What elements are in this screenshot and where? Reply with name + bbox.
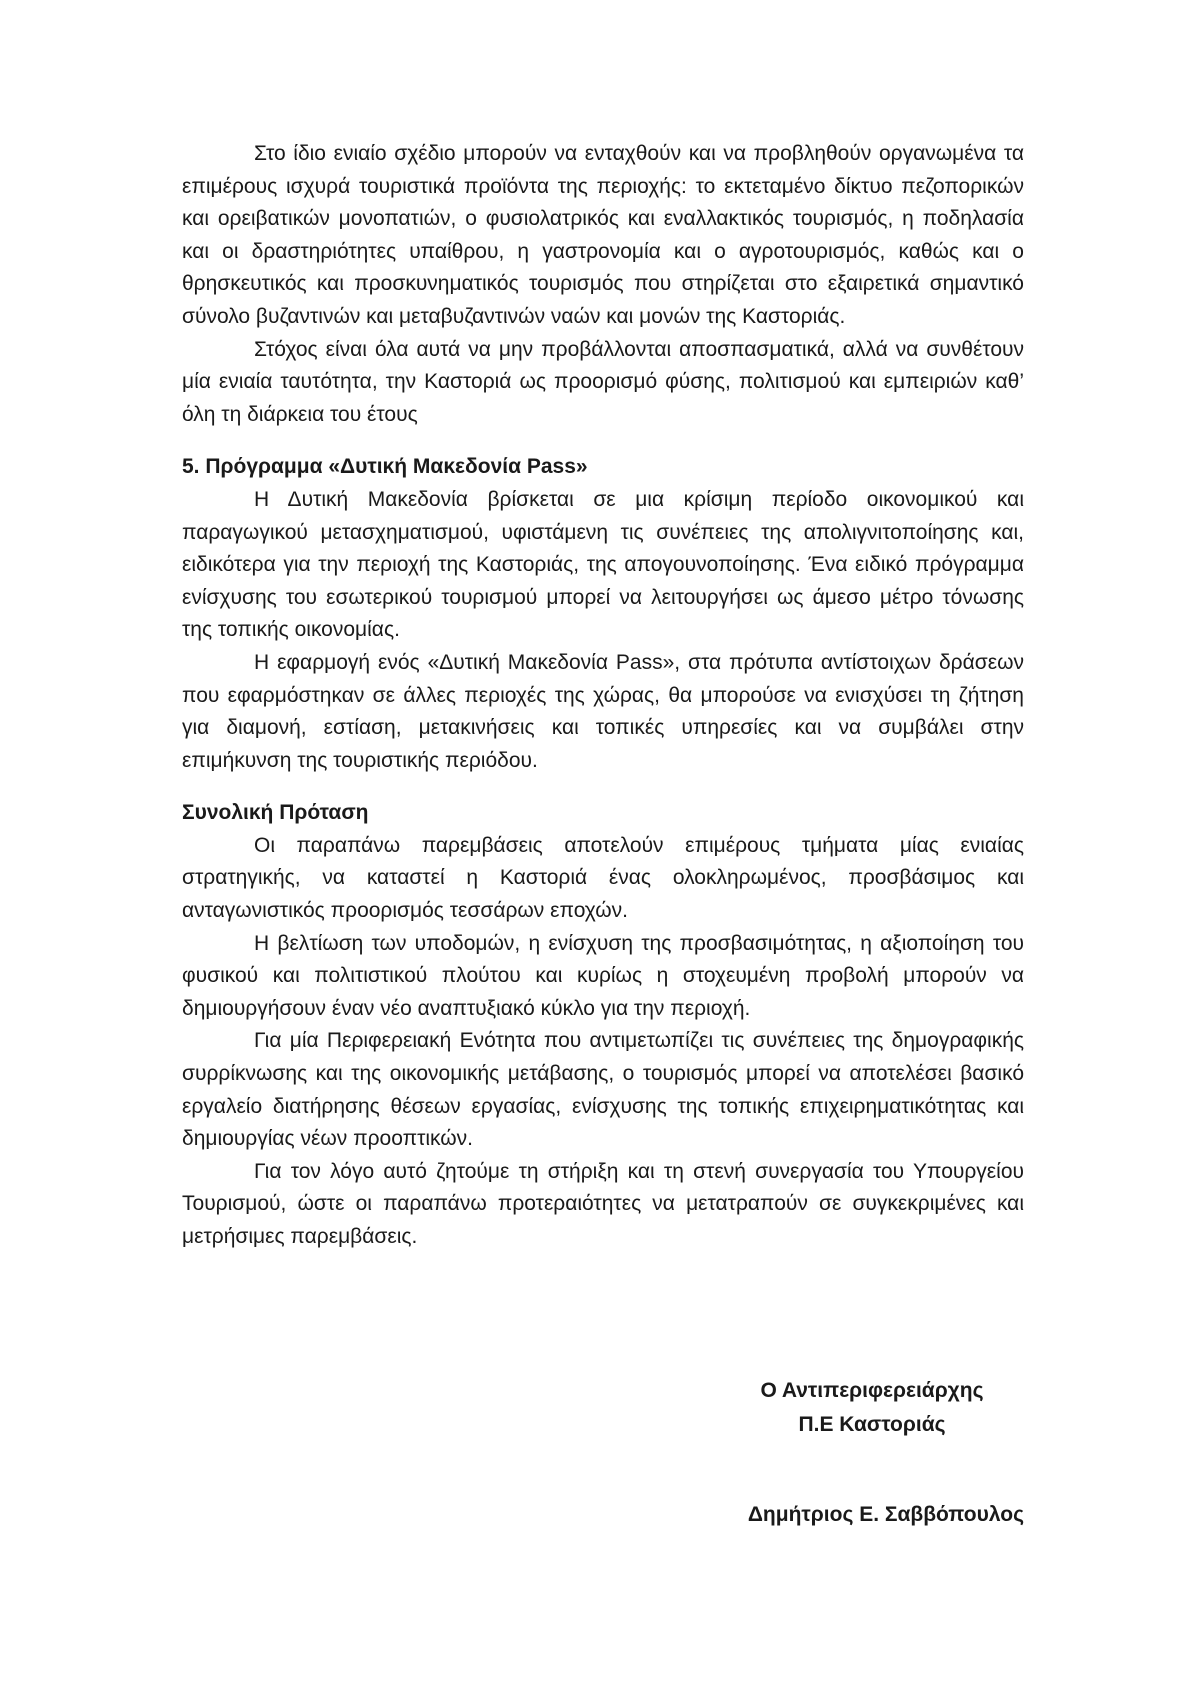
body-paragraph: Για μία Περιφερειακή Ενότητα που αντιμετωπίζει τις συνέπειες της δημογραφικής συρρίκνωσης και της οικονομικής μετάβασης, ο τουρισμός μπορεί να αποτελέσει βασικό εργαλείο διατήρησης θέσεων εργασίας, ενίσχυσης της τοπικής επιχειρηματικότητας και δημιουργίας νέων προοπτικών. bbox=[182, 1029, 1024, 1151]
document-body bbox=[182, 138, 1024, 1254]
section-heading: Συνολική Πρόταση bbox=[182, 801, 369, 825]
body-paragraph: Η εφαρμογή ενός «Δυτική Μακεδονία Pass», στα πρότυπα αντίστοιχων δράσεων που εφαρμόστηκαν σε άλλες περιοχές της χώρας, θα μπορούσε να ενισχύσει τη ζήτηση για διαμονή, εστίαση, μετακινήσεις και τοπικές υπηρεσίες και να συμβάλει στην επιμήκυνση της τουριστικής περιόδου. bbox=[182, 650, 1024, 772]
body-paragraph: Για τον λόγο αυτό ζητούμε τη στήριξη και τη στενή συνεργασία του Υπουργείου Τουρισμού, ώστε οι παραπάνω προτεραιότητες να μετατραπούν σε συγκεκριμένες και μετρήσιμες παρεμβάσεις. bbox=[182, 1159, 1024, 1248]
signatory-unit: Π.Ε Καστοριάς bbox=[798, 1413, 946, 1436]
body-paragraph: Στο ίδιο ενιαίο σχέδιο μπορούν να ενταχθούν και να προβληθούν οργανωμένα τα επιμέρους ισχυρά τουριστικά προϊόντα της περιοχής: το εκτεταμένο δίκτυο πεζοπορικών και ορειβατικών μονοπατιών, ο φυσιολατρικός και εναλλακτικός τουρισμός, η ποδηλασία και οι δραστηριότητες υπαίθρου, η γαστρονομία και ο αγροτουρισμός, καθώς και ο θρησκευτικός και προσκυνηματικός τουρισμός που στηρίζεται στο εξαιρετικά σημαντικό σύνολο βυζαντινών και μεταβυζαντινών ναών και μονών της Καστοριάς. bbox=[182, 142, 1024, 328]
body-paragraph: Οι παραπάνω παρεμβάσεις αποτελούν επιμέρους τμήματα μίας ενιαίας στρατηγικής, να καταστεί η Καστοριά ένας ολοκληρωμένος, προσβάσιμος και ανταγωνιστικός προορισμός τεσσάρων εποχών. bbox=[182, 833, 1024, 923]
signature-block bbox=[624, 1374, 1024, 1532]
section-heading: 5. Πρόγραμμα «Δυτική Μακεδονία Pass» bbox=[182, 455, 588, 479]
body-paragraph: Στόχος είναι όλα αυτά να μην προβάλλονται αποσπασματικά, αλλά να συνθέτουν μία ενιαία ταυτότητα, την Καστοριά ως προορισμό φύσης, πολιτισμού και εμπειριών καθ’ όλη τη διάρκεια του έτους bbox=[182, 337, 1024, 426]
signatory-name: Δημήτριος Ε. Σαββόπουλος bbox=[747, 1503, 1024, 1526]
body-paragraph: Η βελτίωση των υποδομών, η ενίσχυση της προσβασιμότητας, η αξιοποίηση του φυσικού και πολιτιστικού πλούτου και κυρίως η στοχευμένη προβολή μπορούν να δημιουργήσουν έναν νέο αναπτυξιακό κύκλο για την περιοχή. bbox=[182, 931, 1024, 1020]
signatory-title: Ο Αντιπεριφερειάρχης bbox=[760, 1379, 984, 1402]
body-paragraph: Η Δυτική Μακεδονία βρίσκεται σε μια κρίσιμη περίοδο οικονομικού και παραγωγικού μετασχηματισμού, υφιστάμενη τις συνέπειες της απολιγνιτοποίησης και, ειδικότερα για την περιοχή της Καστοριάς, της απογουνοποίησης. Ένα ειδικό πρόγραμμα ενίσχυσης του εσωτερικού τουρισμού μπορεί να λειτουργήσει ως άμεσο μέτρο τόνωσης της τοπικής οικονομίας. bbox=[182, 487, 1024, 642]
